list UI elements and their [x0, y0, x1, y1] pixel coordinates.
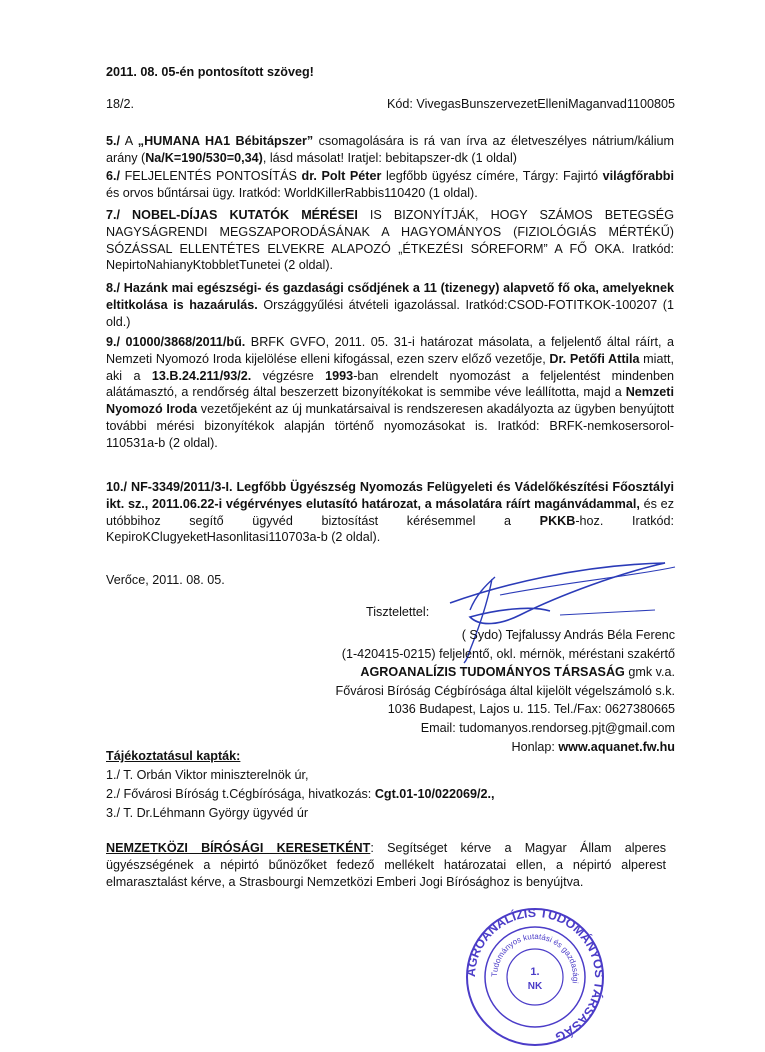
item-text-run: Nemzeti Nyomozó Iroda [106, 385, 674, 417]
signature-line: (1-420415-0215) feljelentő, okl. mérnök, méréstani szakértő [341, 646, 675, 661]
stamp-inner-text: Tudományos kutatási és gazdasági [489, 931, 581, 984]
item-text-run: csomagolására is rá van írva az életveszélyes nátrium/kálium arány ( [106, 134, 674, 165]
item-text-run: „HUMANA HA1 Bébitápszer” [137, 134, 314, 148]
stamp-outer-text: AGROANALÍZIS TUDOMÁNYOS TÁRSASÁG [463, 905, 607, 1045]
item-7 [106, 207, 674, 274]
item-text-run: A [120, 134, 138, 148]
place-date: Verőce, 2011. 08. 05. [106, 573, 225, 587]
signature-text: Honlap: [511, 739, 559, 754]
item-text-run: Na/K=190/530=0,34) [145, 150, 263, 165]
distribution-item [106, 785, 666, 804]
item-text-run: FELJELENTÉS PONTOSÍTÁS [120, 169, 302, 183]
distribution-text: 1./ T. Orbán Viktor miniszterelnök úr, [106, 768, 309, 782]
signature-block [255, 626, 675, 756]
date-note: 2011. 08. 05-én pontosított szöveg! [106, 65, 314, 79]
item-text-run: és ez utóbbihoz segítő ügyvéd biztosítást kérésemmel a [106, 496, 674, 528]
closing-text: : Segítséget kérve a Magyar Állam alperes ügyészségének a népirtó bűnözőket fedező mellékelt határozatai ellen, a népirtó alperest elmarasztalást kérve, a Strasbourgi Nemzetközi Emberi Jogi Bírósághoz is benyújtva. [106, 841, 666, 889]
item-number: 8./ [106, 281, 121, 295]
signature-line: ( Sydo) Tejfalussy András Béla Ferenc [461, 628, 675, 642]
item-9 [106, 334, 674, 452]
signature-line: Email: tudomanyos.rendorseg.pjt@gmail.com [420, 720, 675, 735]
distribution-title: Tájékoztatásul kapták: [106, 749, 241, 763]
organization-stamp [460, 905, 610, 1050]
item-text-run: Hazánk mai egészségi- és gazdasági csődjének a 11 (tizenegy) alapvető fő oka, amelyeknek eltitkolása is hazaárulás. [106, 281, 674, 312]
distribution-item [106, 766, 666, 785]
item-text-run: , lásd másolat! Iratjel: bebitapszer-dk (1 oldal) [262, 150, 517, 165]
stamp-center-bottom: NK [527, 981, 543, 992]
stamp-center-top: 1. [530, 966, 540, 978]
ref-code: Kód: VivegasBunszervezetElleniMaganvad1100805 [387, 97, 675, 111]
item-text-run: PKKB [539, 513, 576, 528]
item-text-run: végzésre [251, 368, 326, 383]
item-text-run: NF-3349/2011/3-I. Legfőbb Ügyészség Nyomozás Felügyeleti és Vádelőkészítési Főosztályi ikt. sz., 2011.06.22-i végérvényes elutasító határozat, a másolatára ráírt magánvádammal, [106, 480, 674, 511]
item-text-run: -hoz. Iratkód: KepiroKClugyeketHasonlitasi110703a-b (2 oldal). [106, 513, 674, 545]
closing-paragraph [106, 840, 666, 890]
item-text-run: és orvos bűntársai ügy. Iratkód: WorldKillerRabbis110420 (1 oldal). [106, 185, 478, 200]
signature-bold: www.aquanet.fw.hu [558, 739, 675, 754]
signature-line [255, 738, 675, 757]
item-text-run: Országgyűlési átvételi igazolással. Iratkód:CSOD-FOTITKOK-100207 (1 old.) [106, 297, 674, 329]
item-number: 10./ [106, 480, 128, 494]
item-number: 9./ [106, 335, 121, 349]
signature-line: 1036 Budapest, Lajos u. 115. Tel./Fax: 0627380665 [387, 702, 675, 717]
distribution-item [106, 804, 666, 823]
item-text-run: 13.B.24.211/93/2. [151, 368, 252, 383]
item-5 [106, 133, 674, 167]
item-text-run: vezetőjeként az új munkatársaival is rendszeresen akadályozta az ügyben benyújtott további mérési bizonyítékok alapján történő nyomozásokat is. Iratkód: BRFK-nemkosersorol-110531a-b (2 oldal). [106, 402, 674, 450]
item-number: 5./ [106, 134, 121, 148]
item-text-run: dr. Polt Péter [301, 169, 382, 183]
item-number: 6./ [106, 169, 121, 183]
signature-text: gmk v.a. [624, 665, 675, 680]
salutation: Tisztelettel: [366, 605, 430, 619]
item-number: 7./ [106, 208, 121, 222]
item-10 [106, 479, 674, 546]
item-text-run: miatt, aki a [106, 351, 674, 383]
item-text-run: 1993 [325, 368, 354, 383]
closing-title: NEMZETKÖZI BÍRÓSÁGI KERESETKÉNT [106, 841, 371, 855]
item-text-run: IS BIZONYÍTJÁK, HOGY SZÁMOS BETEGSÉG NAGYSÁGRENDI MEGSZAPORODÁSÁNAK A HAGYOMÁNYOS (FIZIOLÓGIÁS MÉRTÉKŰ) SÓZÁSSAL ELLENTÉTES ELVEKRE ALAPOZÓ „ÉTKEZÉSI SÓREFORM” A FŐ OKA. Iratkód: NepirtoNahianyKtobbletTunetei (2 oldal). [106, 208, 674, 273]
signature-line [255, 663, 675, 682]
item-8 [106, 280, 674, 330]
distribution-text: 3./ T. Dr.Léhmann György ügyvéd úr [106, 806, 309, 820]
item-text-run: BRFK GVFO, 2011. 05. 31-i határozat másolata, a feljelentő által ráírt, a Nemzeti Nyomozó Iroda kijelölése elleni kifogással, ezen szerv előző vezetője, [106, 335, 674, 366]
item-text-run: -ban elrendelt nyomozást a feljelentést mindenben alátámasztó, a rendőrség által beszerzett bizonyítékokat is semmibe véve leállította, majd a [106, 368, 674, 400]
item-6 [106, 168, 674, 202]
distribution-text: 2./ Fővárosi Bíróság t.Cégbírósága, hivatkozás: [106, 787, 375, 801]
signature-bold: AGROANALÍZIS TUDOMÁNYOS TÁRSASÁG [360, 665, 625, 680]
ref-number: 18/2. [106, 97, 135, 111]
item-text-run: világfőrabbi [602, 169, 674, 183]
distribution-ref: Cgt.01-10/022069/2., [374, 787, 495, 801]
distribution-list [106, 766, 666, 823]
item-text-run: legfőbb ügyész címére, Tárgy: Fajirtó [381, 169, 603, 183]
item-text-run: Dr. Petőfi Attila [549, 351, 640, 366]
signature-line: Fővárosi Bíróság Cégbírósága által kijelölt végelszámoló s.k. [335, 683, 675, 698]
item-text-run: NOBEL-DÍJAS KUTATÓK MÉRÉSEI [120, 208, 358, 222]
item-text-run: 01000/3868/2011/bű. [120, 335, 246, 349]
